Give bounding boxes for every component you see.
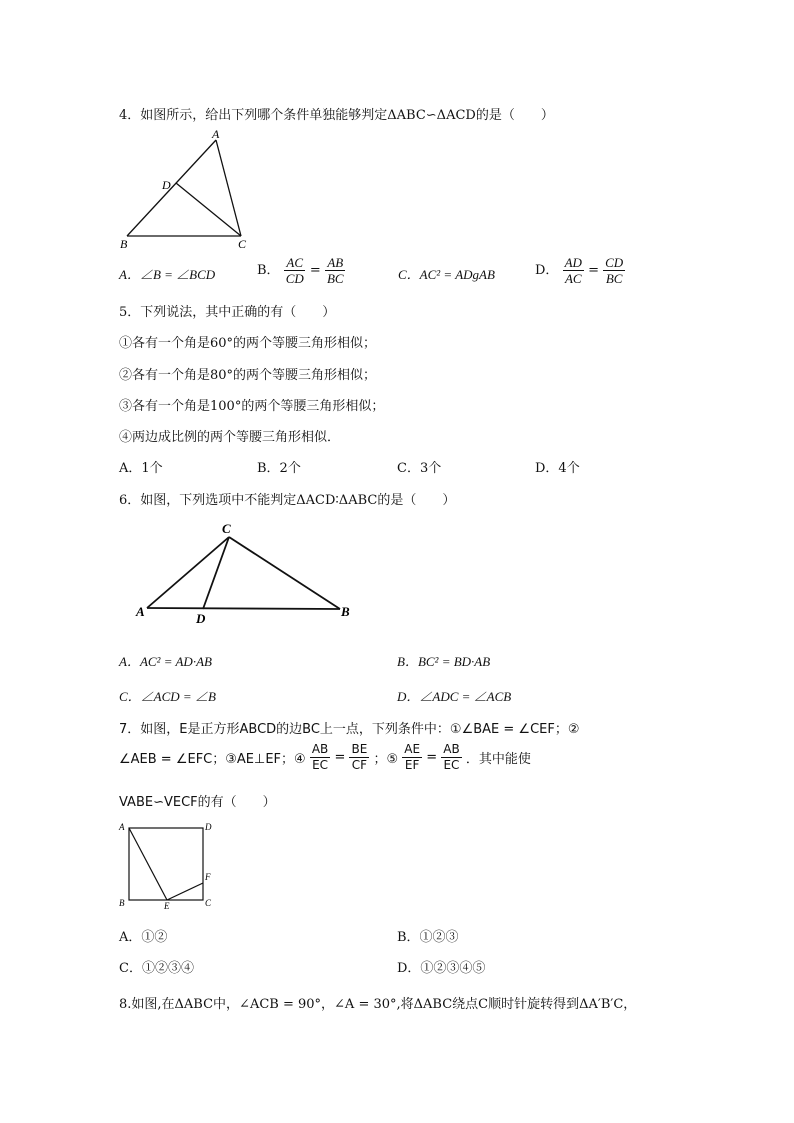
q4-option-b-label: B． — [257, 263, 280, 278]
q7-line-2-start: ∠AEB = ∠EFC；③AE⊥EF；④ — [119, 752, 306, 767]
q7-line-3: VABE∽VECF的有（ ） — [119, 795, 276, 810]
q5-option-a[interactable]: A．1个 — [119, 461, 163, 476]
frac-denominator: BC — [605, 271, 623, 286]
q7-option-b[interactable]: B．①②③ — [397, 930, 459, 945]
q6-option-b[interactable]: B．BC² = BD·AB — [397, 654, 491, 669]
q5-stem: 5．下列说法，其中正确的有（ ） — [119, 305, 336, 320]
equals-sign: = — [309, 263, 321, 278]
q6-option-a[interactable]: A．AC² = AD·AB — [119, 654, 212, 669]
q6-label-c: C — [222, 521, 231, 536]
q5-option-c[interactable]: C．3个 — [397, 461, 442, 476]
q7-frac-2 — [349, 742, 369, 773]
q7-frac-3 — [402, 742, 422, 773]
q7-line-2 — [119, 742, 531, 773]
q7-label-d: D — [205, 822, 212, 832]
q7-label-b: B — [119, 898, 125, 908]
frac-denominator: EC — [443, 758, 460, 772]
q4-option-b-frac1 — [284, 255, 306, 286]
q6-stem: 6．如图，下列选项中不能判定ΔACD∶ΔABC的是（ ） — [119, 493, 456, 508]
q7-line-2-end: ．其中能使 — [465, 752, 531, 767]
q7-figure — [114, 818, 224, 910]
q4-stem: 4．如图所示，给出下列哪个条件单独能够判定ΔABC∽ΔACD的是（ ） — [119, 108, 554, 123]
q4-label-a: A — [212, 128, 220, 141]
equals-sign: = — [588, 263, 599, 278]
q4-option-d-frac2 — [603, 255, 625, 286]
frac-denominator: EF — [404, 758, 420, 772]
frac-numerator: AB — [327, 255, 344, 270]
equals-sign: = — [334, 750, 346, 765]
q6-option-c[interactable]: C．∠ACD = ∠B — [119, 689, 216, 704]
q5-item-2: ②各有一个角是80°的两个等腰三角形相似； — [119, 368, 377, 383]
q4-option-b[interactable] — [257, 255, 346, 286]
q5-item-1: ①各有一个角是60°的两个等腰三角形相似； — [119, 336, 377, 351]
frac-numerator: AC — [286, 255, 304, 270]
frac-denominator: BC — [326, 271, 344, 286]
q4-option-a[interactable]: A．∠B = ∠BCD — [119, 267, 216, 282]
q7-frac-4 — [441, 742, 461, 773]
q4-option-d-label: D． — [535, 263, 559, 278]
frac-numerator: CD — [605, 255, 624, 270]
q6-label-d: D — [196, 611, 206, 626]
q7-label-e: E — [164, 901, 170, 910]
q5-item-3: ③各有一个角是100°的两个等腰三角形相似； — [119, 399, 385, 414]
frac-numerator: AE — [404, 742, 421, 756]
q4-option-d[interactable] — [535, 255, 625, 286]
frac-numerator: AB — [443, 742, 460, 756]
q4-option-d-frac1 — [563, 255, 584, 286]
q8-stem: 8.如图,在ΔABC中，∠ACB = 90°，∠A = 30°,将ΔABC绕点C顺时针旋转得到ΔA′B′C， — [119, 997, 637, 1012]
q7-option-a[interactable]: A．①② — [119, 930, 168, 945]
frac-denominator: AC — [564, 271, 582, 286]
frac-denominator: EC — [312, 758, 329, 772]
q7-separator: ；⑤ — [373, 752, 399, 767]
q4-option-c[interactable]: C．AC² = ADgAB — [398, 267, 495, 282]
q4-option-b-frac2 — [325, 255, 346, 286]
frac-numerator: BE — [351, 742, 368, 756]
frac-numerator: AB — [311, 742, 329, 756]
q4-figure — [112, 128, 262, 252]
frac-numerator: AD — [564, 255, 582, 270]
frac-denominator: CD — [285, 271, 304, 286]
frac-denominator: CF — [351, 758, 368, 772]
q7-label-f: F — [205, 872, 211, 882]
q5-option-d[interactable]: D．4个 — [535, 461, 580, 476]
q4-label-d: D — [162, 178, 171, 192]
q7-line-1: 7．如图，E是正方形ABCD的边BC上一点，下列条件中：①∠BAE = ∠CEF；② — [119, 722, 580, 737]
q7-frac-1 — [310, 742, 330, 773]
q4-label-c: C — [238, 237, 247, 251]
q7-option-d[interactable]: D．①②③④⑤ — [397, 961, 486, 976]
q5-item-4: ④两边成比例的两个等腰三角形相似． — [119, 430, 341, 445]
q7-label-a: A — [119, 822, 125, 832]
q6-option-d[interactable]: D．∠ADC = ∠ACB — [397, 689, 512, 704]
q5-option-b[interactable]: B．2个 — [257, 461, 301, 476]
q6-label-a: A — [136, 604, 145, 619]
q7-option-c[interactable]: C．①②③④ — [119, 961, 194, 976]
q4-label-b: B — [120, 237, 128, 251]
q4-options — [119, 255, 639, 291]
q7-label-c: C — [205, 898, 212, 908]
equals-sign: = — [426, 750, 438, 765]
q6-label-b: B — [341, 604, 350, 619]
q6-figure — [130, 518, 360, 628]
